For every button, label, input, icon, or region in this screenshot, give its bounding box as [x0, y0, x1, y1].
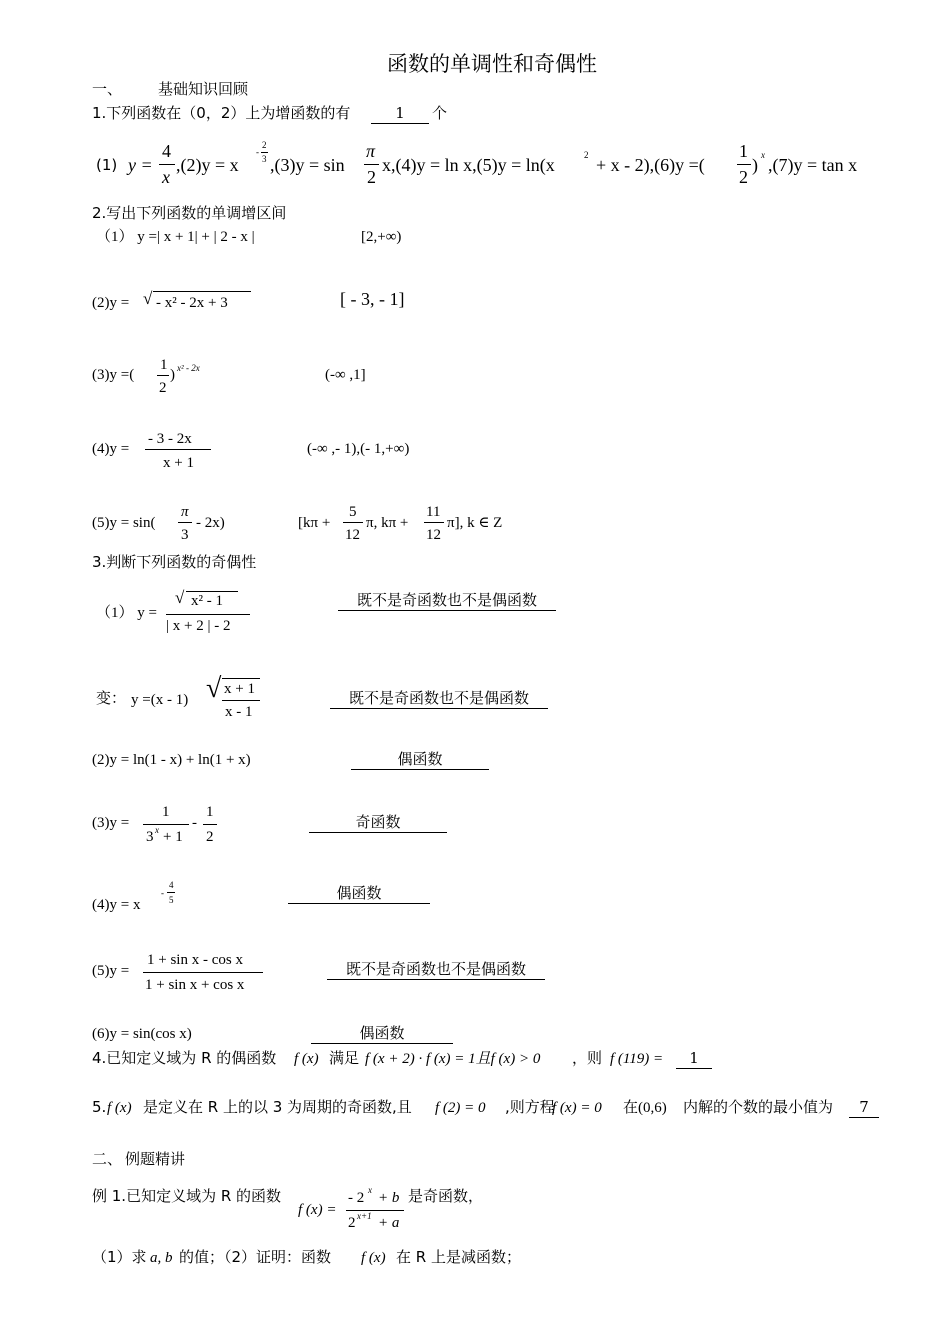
example-1-lead: f (x) =	[298, 1202, 337, 1218]
fraction-bar	[157, 375, 169, 376]
example-1-text: 是奇函数，	[408, 1187, 484, 1205]
example-1-function: f (x)	[361, 1250, 386, 1266]
q3-item-2-expr: (2)y = ln(1 - x) + ln(1 + x)	[92, 752, 251, 768]
fraction-bar	[203, 824, 217, 825]
fraction-denominator: x	[162, 167, 170, 187]
question-5-part: f (2) = 0	[435, 1100, 486, 1116]
q2-item-4-lead: (4)y =	[92, 441, 130, 457]
exponent-sign: -	[161, 888, 164, 898]
question-5-part: ,则方程	[505, 1098, 555, 1116]
fraction-bar	[159, 164, 175, 165]
question-1-answer: 1	[371, 106, 429, 124]
fraction-bar	[343, 522, 363, 523]
fraction-denominator: 12	[426, 527, 441, 543]
fraction-bar	[143, 972, 263, 973]
question-4-part: 满足	[329, 1049, 360, 1067]
section-number: 二、	[92, 1150, 123, 1168]
fraction-numerator: 1	[160, 357, 168, 373]
fraction-denominator: 2	[206, 829, 214, 845]
q3-item-6-expr: (6)y = sin(cos x)	[92, 1026, 192, 1042]
fraction-denominator: 2	[739, 167, 748, 187]
example-1-variables: a, b	[150, 1250, 173, 1266]
q2-item-1-expr: （1） y =| x + 1| + | 2 - x |	[96, 229, 255, 245]
fraction-bar	[424, 522, 444, 523]
q3-item-5-lead: (5)y =	[92, 963, 130, 979]
question-5-part: f (x)	[107, 1100, 132, 1116]
fraction-denominator: 1 + sin x + cos x	[145, 977, 245, 993]
formula-part: + x - 2),(6)y =(	[596, 155, 705, 175]
section-number: 一、	[92, 80, 123, 98]
fraction-numerator: 4	[162, 141, 171, 161]
q3-variant-expr: y =(x - 1)	[131, 692, 189, 708]
question-5-part: 在(0,6)	[623, 1100, 667, 1116]
fraction-denominator: 2	[159, 380, 167, 396]
q3-item-4-lead: (4)y = x	[92, 897, 141, 913]
fraction-denominator: 3	[181, 527, 189, 543]
example-1-text: 例 1.已知定义域为 R 的函数	[92, 1187, 282, 1205]
exponent: x+1	[357, 1211, 372, 1221]
question-1-unit: 个	[432, 104, 448, 122]
fraction-bar	[364, 164, 379, 165]
exponent-bar	[167, 892, 175, 893]
fraction-bar	[166, 614, 250, 615]
q2-item-5-answer-part: π], k ∈ Z	[447, 515, 503, 531]
fraction-bar	[178, 522, 192, 523]
q3-item-3-lead: (3)y =	[92, 815, 130, 831]
exponent: x	[155, 825, 159, 835]
question-5-part: 是定义在 R 上的以 3 为周期的奇函数,且	[143, 1098, 412, 1116]
operator-minus: -	[192, 815, 197, 831]
exponent: x² - 2x	[177, 363, 200, 373]
fraction-numerator: - 2	[348, 1190, 365, 1206]
exponent-bar	[261, 152, 268, 153]
q3-variant-lead: 变：	[96, 689, 127, 707]
question-4-part: f (119) =	[610, 1051, 664, 1067]
fraction-numerator: x + 1	[224, 681, 255, 697]
formula-part: y =	[128, 155, 153, 175]
fraction-bar	[346, 1210, 404, 1211]
q3-variant-answer: 既不是奇函数也不是偶函数	[330, 691, 548, 709]
example-1-subquestion: （1）求	[92, 1248, 147, 1266]
question-4-part: ，则	[572, 1049, 603, 1067]
fraction-numerator: 1	[206, 804, 214, 820]
question-5-part: f (x) = 0	[552, 1100, 602, 1116]
q2-item-4-answer: (-∞ ,- 1),(- 1,+∞)	[307, 441, 410, 457]
formula-part: x,(4)y = ln x,(5)y = ln(x	[382, 155, 555, 175]
radical-sign: √	[206, 673, 222, 704]
fraction-denominator: 12	[345, 527, 360, 543]
question-5-answer: 7	[849, 1100, 879, 1118]
q3-item-1-answer: 既不是奇函数也不是偶函数	[338, 593, 556, 611]
q3-item-5-answer: 既不是奇函数也不是偶函数	[327, 962, 545, 980]
q2-item-5-answer-part: π, kπ +	[366, 515, 409, 531]
fraction-denominator: | x + 2 | - 2	[166, 618, 231, 634]
q2-item-5-lead: (5)y = sin(	[92, 515, 156, 531]
fraction-denominator: x - 1	[225, 704, 253, 720]
question-2-text: 2.写出下列函数的单调增区间	[92, 204, 287, 222]
example-1-subquestion: 在 R 上是减函数；	[396, 1248, 521, 1266]
question-4-part: f (x + 2) · f (x) = 1且f (x) > 0	[365, 1051, 541, 1067]
q2-item-3-lead: (3)y =(	[92, 367, 135, 383]
q2-item-1-answer: [2,+∞)	[361, 229, 402, 245]
fraction-numerator: - 3 - 2x	[148, 431, 192, 447]
fraction-numerator-tail: + b	[378, 1190, 400, 1206]
radicand: - x² - 2x + 3	[156, 295, 228, 311]
radical-bar	[222, 678, 260, 679]
formula-part: )	[752, 155, 758, 175]
section-heading: 例题精讲	[125, 1150, 186, 1168]
q2-item-3-answer: (-∞ ,1]	[325, 367, 366, 383]
question-4-part: 4.已知定义域为 R 的偶函数	[92, 1049, 277, 1067]
fraction-bar	[737, 164, 751, 165]
formula-part: ,(3)y = sin	[270, 155, 345, 175]
fraction-numerator: 1	[739, 141, 748, 161]
radical-sign: √	[175, 588, 185, 607]
question-5-part: 5.	[92, 1098, 107, 1116]
q3-item-3-answer: 奇函数	[309, 815, 447, 833]
exponent-numerator: 4	[169, 880, 174, 890]
q3-item-4-answer: 偶函数	[288, 886, 430, 904]
fraction-denominator: 2	[367, 167, 376, 187]
q2-item-5-answer-part: [kπ +	[298, 515, 331, 531]
section-heading: 基础知识回顾	[158, 80, 249, 98]
formula-part: ,(7)y = tan x	[768, 155, 858, 175]
fraction-denominator: x + 1	[163, 455, 194, 471]
fraction-bar	[222, 700, 260, 701]
exponent: x	[761, 150, 765, 160]
question-4-part: f (x)	[294, 1051, 319, 1067]
radical-bar	[186, 591, 238, 592]
exponent: x	[368, 1185, 372, 1195]
q2-item-5-tail: - 2x)	[196, 515, 225, 531]
exponent-denominator: 5	[169, 895, 174, 905]
fraction-numerator: 1 + sin x - cos x	[147, 952, 243, 968]
fraction-numerator: π	[366, 141, 376, 161]
question-1-text: 1.下列函数在（0，2）上为增函数的有	[92, 104, 351, 122]
fraction-denominator: 3	[146, 829, 154, 845]
fraction-denominator-tail: + 1	[163, 829, 183, 845]
fraction-bar	[143, 824, 189, 825]
radical-sign: √	[143, 289, 153, 308]
formula-index: (1)	[96, 156, 118, 174]
q3-item-1-lead: （1） y =	[96, 605, 157, 621]
formula-part: ,(2)y = x	[176, 155, 239, 175]
exponent-sign: -	[256, 147, 259, 157]
exponent-denominator: 3	[262, 154, 267, 164]
q2-item-2-answer: [ - 3, - 1]	[340, 289, 405, 309]
fraction-numerator: 5	[349, 504, 357, 520]
question-5-part: 内解的个数的最小值为	[683, 1098, 834, 1116]
q3-item-2-answer: 偶函数	[351, 752, 489, 770]
fraction-numerator: x² - 1	[191, 593, 223, 609]
q2-item-3-tail: )	[170, 367, 175, 383]
exponent-numerator: 2	[262, 140, 267, 150]
fraction-bar	[145, 449, 211, 450]
question-3-text: 3.判断下列函数的奇偶性	[92, 553, 257, 571]
fraction-denominator-tail: + a	[378, 1215, 400, 1231]
fraction-numerator: 11	[426, 504, 441, 520]
exponent: 2	[584, 150, 589, 160]
question-4-answer: 1	[676, 1051, 712, 1069]
q3-item-6-answer: 偶函数	[311, 1026, 453, 1044]
fraction-denominator: 2	[348, 1215, 356, 1231]
q2-item-2-lead: (2)y =	[92, 295, 130, 311]
radical-bar	[153, 291, 251, 292]
page-title: 函数的单调性和奇偶性	[387, 52, 597, 76]
example-1-subquestion: 的值；（2）证明：函数	[179, 1248, 332, 1266]
fraction-numerator: π	[181, 504, 189, 520]
fraction-numerator: 1	[162, 804, 170, 820]
